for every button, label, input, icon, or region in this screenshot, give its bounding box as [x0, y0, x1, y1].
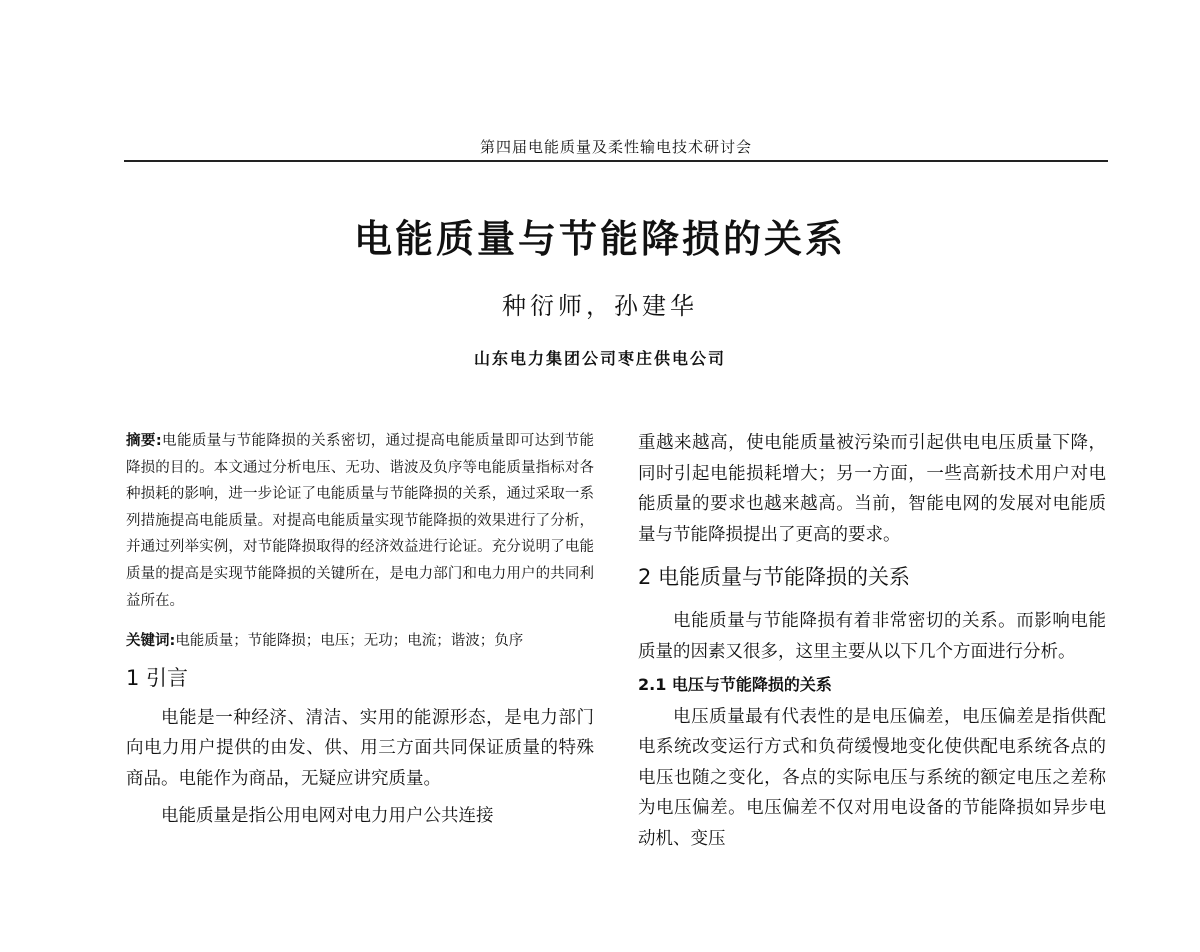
abstract-label: 摘要: [126, 433, 162, 449]
keywords-text: 电能质量；节能降损；电压；无功；电流；谐波；负序 [175, 633, 524, 650]
paper-title: 电能质量与节能降损的关系 [353, 217, 846, 261]
right-column [638, 428, 1106, 855]
section-2-paragraph-1: 电能质量与节能降损有着非常密切的关系。而影响电能质量的因素又很多，这里主要从以下几个方面进行分析。 [638, 611, 1106, 662]
running-header: 第四届电能质量及柔性输电技术研讨会 [479, 138, 752, 156]
section-1-paragraph-1: 电能是一种经济、清洁、实用的能源形态，是电力部门向电力用户提供的由发、供、用三方面共同保证质量的特殊商品。电能作为商品，无疑应讲究质量。 [126, 707, 594, 789]
section-2-heading: 2 电能质量与节能降损的关系 [638, 565, 911, 590]
section-2-1-heading: 2.1 电压与节能降损的关系 [638, 674, 832, 694]
abstract [126, 428, 594, 614]
section-1-paragraph-2: 电能质量是指公用电网对电力用户公共连接 [161, 805, 494, 826]
section-1-heading: 1 引言 [126, 665, 189, 690]
section-2-1-paragraph-1: 电压质量最有代表性的是电压偏差，电压偏差是指供配电系统改变运行方式和负荷缓慢地变化使供配电系统各点的电压也随之变化，各点的实际电压与系统的额定电压之差称为电压偏差。电压偏差不仅对用电设备的节能降损如异步电动机、变压 [638, 706, 1106, 849]
keywords-label: 关键词: [126, 633, 176, 650]
continuation-paragraph: 重越来越高，使电能质量被污染而引起供电电压质量下降，同时引起电能损耗增大；另一方面，一些高新技术用户对电能质量的要求也越来越高。当前，智能电网的发展对电能质量与节能降损提出了更高的要求。 [638, 433, 1106, 545]
left-column [126, 428, 594, 831]
header-rule [124, 160, 1108, 162]
abstract-text: 电能质量与节能降损的关系密切，通过提高电能质量即可达到节能降损的目的。本文通过分析电压、无功、谐波及负序等电能质量指标对各种损耗的影响，进一步论证了电能质量与节能降损的关系，通过采取一系列措施提高电能质量。对提高电能质量实现节能降损的效果进行了分析，并通过列举实例，对节能降损取得的经济效益进行论证。充分说明了电能质量的提高是实现节能降损的关键所在，是电力部门和电力用户的共同利益所在。 [126, 433, 594, 609]
paper-affiliation: 山东电力集团公司枣庄供电公司 [473, 349, 726, 368]
paper-authors: 种衍师，孙建华 [502, 292, 698, 320]
keywords [126, 628, 594, 655]
